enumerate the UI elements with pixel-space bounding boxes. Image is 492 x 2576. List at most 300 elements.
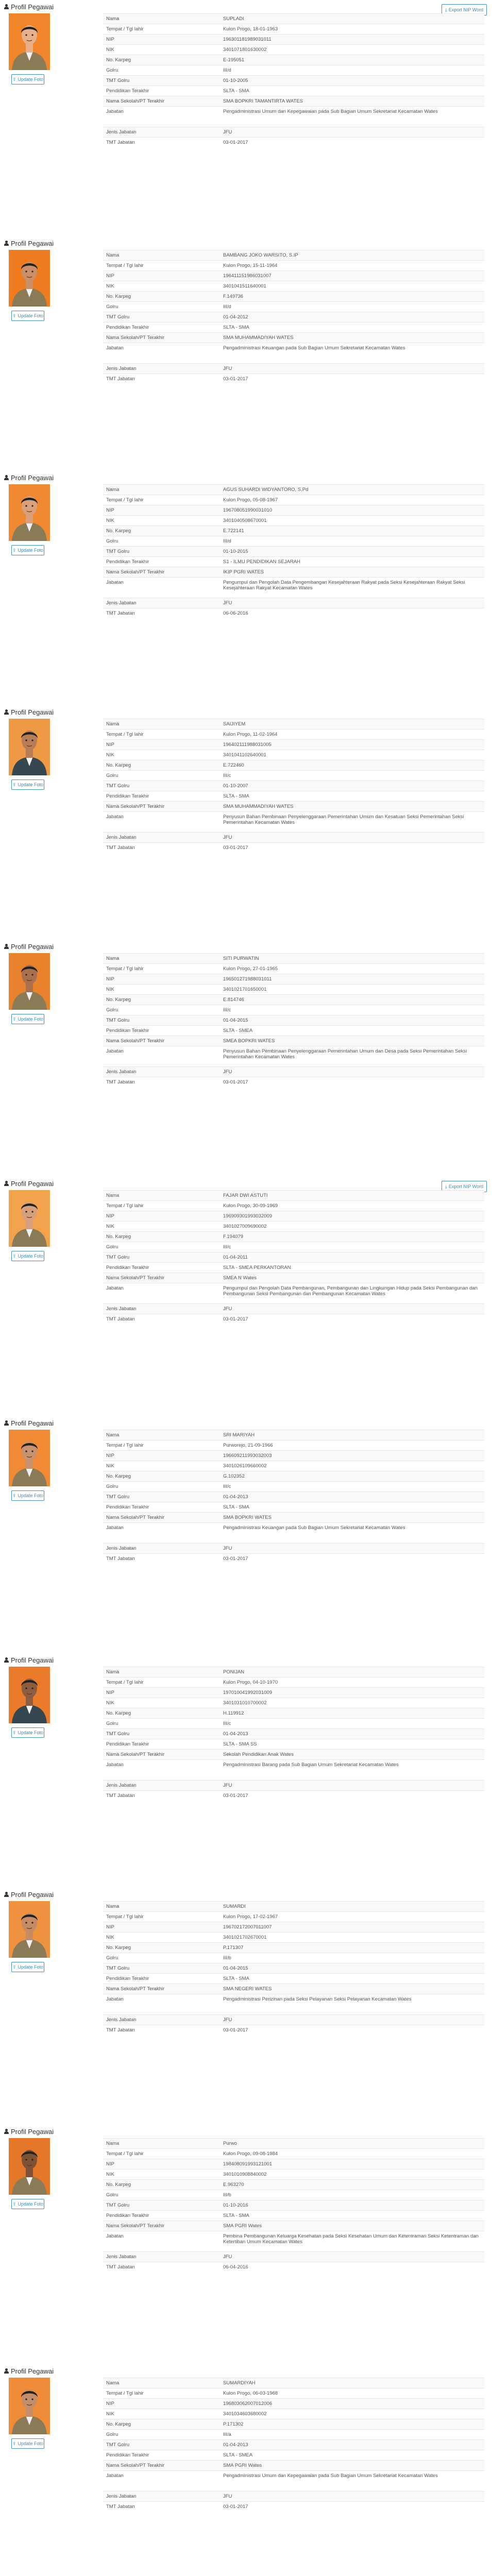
row-nik <box>103 985 484 995</box>
row-golru <box>103 302 484 312</box>
field-value: 03-01-2017 <box>220 374 484 384</box>
field-value: 03-01-2017 <box>220 1554 484 1564</box>
user-icon <box>4 709 9 715</box>
profile-heading-label: Profil Pegawai <box>11 2367 54 2375</box>
field-value: 197010041992031009 <box>220 1688 484 1698</box>
field-label: Jabatan <box>103 1760 220 1781</box>
profile-heading <box>4 1419 54 1427</box>
row-jabatan <box>103 1760 484 1781</box>
row-sekolah <box>103 1984 484 1994</box>
update-photo-button[interactable] <box>11 1727 44 1738</box>
row-golru <box>103 536 484 547</box>
user-icon <box>4 1420 9 1426</box>
row-nik <box>103 45 484 55</box>
row-sekolah <box>103 2221 484 2231</box>
profile-heading-label: Profil Pegawai <box>11 239 54 247</box>
row-pendidikan <box>103 1026 484 1036</box>
update-photo-button[interactable] <box>11 2438 44 2449</box>
row-nama <box>103 250 484 261</box>
field-label: Nama <box>103 485 220 495</box>
row-pendidikan <box>103 1502 484 1513</box>
field-label: Jabatan <box>103 1283 220 1304</box>
row-jabatan <box>103 1283 484 1304</box>
upload-icon: ⇪ <box>12 1964 16 1970</box>
field-label: Nama <box>103 2378 220 2388</box>
upload-icon: ⇪ <box>12 782 16 787</box>
field-label: NIK <box>103 2170 220 2180</box>
row-tmt-jabatan <box>103 1791 484 1801</box>
profile-heading <box>4 240 54 247</box>
field-label: Jabatan <box>103 1523 220 1544</box>
field-label: Nama <box>103 954 220 964</box>
row-nama <box>103 14 484 24</box>
field-label: Nama <box>103 2139 220 2149</box>
profile-table <box>103 953 484 1087</box>
field-value: SMA PGRI Wates <box>220 2221 484 2231</box>
field-value: SRI MARIYAH <box>220 1430 484 1440</box>
field-value: E.814746 <box>220 995 484 1005</box>
field-label: No. Karpeg <box>103 995 220 1005</box>
field-value: 3401026109660002 <box>220 1461 484 1471</box>
field-label: Pendidikan Terakhir <box>103 1739 220 1750</box>
field-value: JFU <box>220 364 484 374</box>
field-label: Pendidikan Terakhir <box>103 1026 220 1036</box>
field-label: Nama Sekolah/PT Terakhir <box>103 1273 220 1283</box>
row-tempat-tgl-lahir <box>103 1201 484 1211</box>
row-tmt-golru <box>103 312 484 323</box>
field-label: Jabatan <box>103 578 220 598</box>
row-tmt-golru <box>103 547 484 557</box>
field-value: SLTA - SMA <box>220 86 484 96</box>
field-value: III/b <box>220 1953 484 1963</box>
field-label: TMT Golru <box>103 1492 220 1502</box>
field-value: Kulon Progo, 04-10-1970 <box>220 1677 484 1688</box>
field-value: III/b <box>220 2190 484 2200</box>
field-label: TMT Jabatan <box>103 2502 220 2512</box>
upload-icon: ⇪ <box>12 2441 16 2446</box>
field-value: SMA MUHAMMADIYAH WATES <box>220 802 484 812</box>
field-value: Penyusun Bahan Pembinaan Penyelenggaraan Pemerintahan Umum dan Desa pada Seksi Pemerintahan Seksi Pemerintahan Kecamatan Wates <box>220 1046 484 1067</box>
row-nama <box>103 1191 484 1201</box>
row-nama <box>103 2139 484 2149</box>
row-pendidikan <box>103 1974 484 1984</box>
row-tmt-golru <box>103 2440 484 2450</box>
field-value: E.722141 <box>220 526 484 536</box>
row-jenis-jabatan <box>103 2252 484 2262</box>
field-value: 196909301993032009 <box>220 1211 484 1222</box>
field-value: JFU <box>220 1304 484 1314</box>
field-value: JFU <box>220 2015 484 2025</box>
field-label: Golru <box>103 771 220 781</box>
profile-table <box>103 2138 484 2272</box>
field-value: Pengumpul dan Pengolah Data Pembangunan, Pembangunan dan Lingkungan Hidup pada Seksi Pembangunan dan Pembangunan Seksi Pembangunan dan Pembangunan Kecamatan Wates <box>220 1283 484 1304</box>
field-value: JFU <box>220 598 484 608</box>
profile-photo <box>9 953 50 1010</box>
field-label: TMT Golru <box>103 76 220 86</box>
field-label: Tempat / Tgl lahir <box>103 1201 220 1211</box>
field-value: JFU <box>220 1067 484 1077</box>
row-pendidikan <box>103 86 484 96</box>
row-sekolah <box>103 1036 484 1046</box>
field-value: Purwo <box>220 2139 484 2149</box>
row-nip <box>103 505 484 516</box>
upload-icon: ⇪ <box>12 1493 16 1498</box>
update-photo-button[interactable] <box>11 74 44 84</box>
field-value: 196708051990031010 <box>220 505 484 516</box>
row-sekolah <box>103 333 484 343</box>
profile-heading <box>4 1891 54 1898</box>
update-photo-button[interactable] <box>11 2199 44 2209</box>
row-nip <box>103 2159 484 2170</box>
field-label: Jenis Jabatan <box>103 1304 220 1314</box>
row-tmt-golru <box>103 1252 484 1263</box>
row-golru <box>103 771 484 781</box>
field-label: Pendidikan Terakhir <box>103 557 220 567</box>
profile-photo <box>9 1901 50 1958</box>
profile-heading-label: Profil Pegawai <box>11 3 54 11</box>
upload-icon: ⇪ <box>12 76 16 82</box>
profile-heading <box>4 2128 54 2135</box>
update-photo-label: Update Foto <box>18 1016 44 1022</box>
profile-photo <box>9 1667 50 1723</box>
field-label: Jabatan <box>103 1046 220 1067</box>
row-golru <box>103 65 484 76</box>
field-label: No. Karpeg <box>103 526 220 536</box>
row-sekolah <box>103 1513 484 1523</box>
profile-heading <box>4 474 54 481</box>
field-value: 03-01-2017 <box>220 2502 484 2512</box>
row-nama <box>103 1430 484 1440</box>
field-label: TMT Jabatan <box>103 1554 220 1564</box>
row-tmt-golru <box>103 1015 484 1026</box>
field-label: NIP <box>103 740 220 750</box>
field-label: NIK <box>103 516 220 526</box>
field-label: No. Karpeg <box>103 760 220 771</box>
field-label: NIP <box>103 2159 220 2170</box>
field-label: NIK <box>103 1222 220 1232</box>
field-label: NIP <box>103 1922 220 1933</box>
field-label: TMT Golru <box>103 312 220 323</box>
field-label: Pendidikan Terakhir <box>103 1263 220 1273</box>
field-label: Jenis Jabatan <box>103 598 220 608</box>
field-value: 3401021702670001 <box>220 1933 484 1943</box>
field-value: Kulon Progo, 06-03-1968 <box>220 2388 484 2399</box>
field-label: Golru <box>103 1953 220 1963</box>
row-nip <box>103 2399 484 2409</box>
update-photo-button[interactable] <box>11 1014 44 1024</box>
field-label: No. Karpeg <box>103 2180 220 2190</box>
field-value: E-195051 <box>220 55 484 65</box>
field-value: Kulon Progo, 11-02-1964 <box>220 730 484 740</box>
field-value: BAMBANG JOKO WARSITO, S.IP <box>220 250 484 261</box>
field-value: SLTA - SMA <box>220 791 484 802</box>
update-photo-label: Update Foto <box>18 313 44 318</box>
field-label: Nama Sekolah/PT Terakhir <box>103 2221 220 2231</box>
row-golru <box>103 1719 484 1729</box>
field-label: Tempat / Tgl lahir <box>103 730 220 740</box>
field-label: No. Karpeg <box>103 1708 220 1719</box>
field-label: NIK <box>103 1698 220 1708</box>
field-label: Golru <box>103 2190 220 2200</box>
field-value: SUPLADI <box>220 14 484 24</box>
download-icon: ⤓ <box>445 1183 447 1189</box>
download-icon: ⤓ <box>445 7 447 12</box>
profile-photo <box>9 2138 50 2195</box>
update-photo-button[interactable] <box>11 1962 44 1972</box>
upload-icon: ⇪ <box>12 547 16 553</box>
field-value: 3401027009690002 <box>220 1222 484 1232</box>
field-label: Jabatan <box>103 1994 220 2015</box>
field-value: F.149736 <box>220 292 484 302</box>
update-photo-button[interactable] <box>11 545 44 555</box>
row-tmt-jabatan <box>103 2502 484 2512</box>
field-value: Kulon Progo, 30-09-1969 <box>220 1201 484 1211</box>
row-tmt-jabatan <box>103 1314 484 1325</box>
profile-heading-label: Profil Pegawai <box>11 1656 54 1664</box>
field-value: SAIJIYEM <box>220 719 484 730</box>
profile-heading-label: Profil Pegawai <box>11 1419 54 1427</box>
field-label: Nama Sekolah/PT Terakhir <box>103 1750 220 1760</box>
field-label: Nama <box>103 1667 220 1677</box>
field-value: G.102352 <box>220 1471 484 1482</box>
row-jabatan <box>103 343 484 364</box>
update-photo-label: Update Foto <box>18 1253 44 1259</box>
row-pendidikan <box>103 1739 484 1750</box>
field-label: TMT Jabatan <box>103 1791 220 1801</box>
field-value: 196301181989031011 <box>220 35 484 45</box>
field-value: Kulon Progo, 05-08-1967 <box>220 495 484 505</box>
update-photo-label: Update Foto <box>18 1964 44 1970</box>
row-nama <box>103 1902 484 1912</box>
row-jenis-jabatan <box>103 2015 484 2025</box>
field-label: Golru <box>103 2430 220 2440</box>
field-label: Jenis Jabatan <box>103 2492 220 2502</box>
field-value: 196402111988031005 <box>220 740 484 750</box>
field-label: Pendidikan Terakhir <box>103 323 220 333</box>
field-label: Tempat / Tgl lahir <box>103 1440 220 1451</box>
profile-heading-label: Profil Pegawai <box>11 708 54 716</box>
field-label: NIK <box>103 2409 220 2419</box>
field-label: TMT Golru <box>103 1963 220 1974</box>
field-label: Golru <box>103 1482 220 1492</box>
row-tempat-tgl-lahir <box>103 1677 484 1688</box>
field-label: NIP <box>103 271 220 281</box>
user-icon <box>4 1657 9 1663</box>
field-value: 196411151986031007 <box>220 271 484 281</box>
row-tmt-jabatan <box>103 843 484 853</box>
upload-icon: ⇪ <box>12 313 16 318</box>
field-value: FAJAR DWI ASTUTI <box>220 1191 484 1201</box>
field-value: Penyusun Bahan Pembinaan Penyelenggaraan Pemerintahan Umum dan Kesatuan Seksi Pemerintahan Seksi Pemerintahan Kecamatan Wates <box>220 812 484 833</box>
field-label: Pendidikan Terakhir <box>103 1502 220 1513</box>
field-value: 198408091993121001 <box>220 2159 484 2170</box>
row-nik <box>103 1698 484 1708</box>
row-jabatan <box>103 1523 484 1544</box>
user-icon <box>4 1181 9 1186</box>
row-karpeg <box>103 2419 484 2430</box>
field-label: Jabatan <box>103 343 220 364</box>
row-jenis-jabatan <box>103 1781 484 1791</box>
row-karpeg <box>103 1232 484 1242</box>
field-value: Pengadministrasi Perizinan pada Seksi Pelayanan Seksi Pelayanan Kecamatan Wates <box>220 1994 484 2015</box>
field-value: Sekolah Pendidikan Anak Wates <box>220 1750 484 1760</box>
field-value: JFU <box>220 1544 484 1554</box>
field-value: 01-10-2007 <box>220 781 484 791</box>
field-value: 01-04-2011 <box>220 1252 484 1263</box>
update-photo-button[interactable] <box>11 1251 44 1261</box>
field-value: Pengadministrasi Keuangan pada Sub Bagian Umum Sekretariat Kecamatan Wates <box>220 343 484 364</box>
field-value: Pembina Pembangunan Keluarga Kesehatan pada Seksi Kesehatan Umum dan Ketentraman Seksi Ketentraman dan Ketertiban Umum Kecamatan Wates <box>220 2231 484 2252</box>
row-nik <box>103 1222 484 1232</box>
field-value: SLTA - SMA SS <box>220 1739 484 1750</box>
profile-heading-label: Profil Pegawai <box>11 942 54 951</box>
field-value: JFU <box>220 2252 484 2262</box>
row-karpeg <box>103 55 484 65</box>
field-label: Nama Sekolah/PT Terakhir <box>103 333 220 343</box>
field-value: Kulon Progo, 18-01-1963 <box>220 24 484 35</box>
row-jenis-jabatan <box>103 364 484 374</box>
row-pendidikan <box>103 557 484 567</box>
field-label: Nama Sekolah/PT Terakhir <box>103 1036 220 1046</box>
row-jabatan <box>103 2471 484 2492</box>
row-jenis-jabatan <box>103 1067 484 1077</box>
profile-photo <box>9 484 50 541</box>
row-golru <box>103 1005 484 1015</box>
field-value: SMA BOPKRI TAMANTIRTA WATES <box>220 96 484 107</box>
profile-heading <box>4 3 54 10</box>
field-label: Tempat / Tgl lahir <box>103 24 220 35</box>
field-label: Tempat / Tgl lahir <box>103 1677 220 1688</box>
field-label: NIP <box>103 974 220 985</box>
row-golru <box>103 2430 484 2440</box>
field-value: III/d <box>220 302 484 312</box>
profile-table <box>103 484 484 618</box>
row-tmt-golru <box>103 76 484 86</box>
field-value: Kulon Progo, 15-11-1964 <box>220 261 484 271</box>
row-nip <box>103 1688 484 1698</box>
field-value: 06-04-2016 <box>220 2262 484 2273</box>
field-value: 01-04-2015 <box>220 1015 484 1026</box>
field-value: III/c <box>220 1242 484 1252</box>
field-value: 196803062007012006 <box>220 2399 484 2409</box>
field-value: 01-10-2005 <box>220 76 484 86</box>
field-label: Pendidikan Terakhir <box>103 2211 220 2221</box>
field-value: 01-10-2015 <box>220 547 484 557</box>
row-tmt-jabatan <box>103 2262 484 2273</box>
field-value: 3401010908840002 <box>220 2170 484 2180</box>
update-photo-button[interactable] <box>11 311 44 321</box>
field-value: Kulon Progo, 27-01-1965 <box>220 964 484 974</box>
field-value: S1 - ILMU PENDIDIKAN SEJARAH <box>220 557 484 567</box>
field-value: SMA NEGERI WATES <box>220 1984 484 1994</box>
field-value: 196501271988031011 <box>220 974 484 985</box>
field-label: Nama <box>103 719 220 730</box>
field-value: 3401031010700002 <box>220 1698 484 1708</box>
row-nama <box>103 2378 484 2388</box>
field-label: Nama Sekolah/PT Terakhir <box>103 1513 220 1523</box>
row-golru <box>103 2190 484 2200</box>
row-tempat-tgl-lahir <box>103 495 484 505</box>
upload-icon: ⇪ <box>12 1253 16 1259</box>
field-value: III/d <box>220 65 484 76</box>
profile-photo <box>9 250 50 307</box>
update-photo-label: Update Foto <box>18 77 44 82</box>
field-label: No. Karpeg <box>103 1232 220 1242</box>
row-karpeg <box>103 1708 484 1719</box>
field-value: Pengumpul dan Pengolah Data Pengembangan Kesejahteraan Rakyat pada Seksi Kesejahteraan Rakyat Seksi Kesejahteraan Rakyat Kecamatan Wates <box>220 578 484 598</box>
row-pendidikan <box>103 791 484 802</box>
field-label: No. Karpeg <box>103 1943 220 1953</box>
row-tmt-jabatan <box>103 374 484 384</box>
field-value: 196702172007011007 <box>220 1922 484 1933</box>
update-photo-button[interactable] <box>11 1490 44 1501</box>
field-value: Pengadministrasi Barang pada Sub Bagian Umum Sekretariat Kecamatan Wates <box>220 1760 484 1781</box>
field-value: SLTA - SMEA <box>220 1026 484 1036</box>
row-jabatan <box>103 578 484 598</box>
field-value: III/a <box>220 2430 484 2440</box>
field-value: E.963270 <box>220 2180 484 2190</box>
field-label: NIK <box>103 45 220 55</box>
row-golru <box>103 1242 484 1252</box>
row-nik <box>103 281 484 292</box>
field-value: JFU <box>220 1781 484 1791</box>
field-value: SMEA BOPKRI WATES <box>220 1036 484 1046</box>
field-label: Jabatan <box>103 2471 220 2492</box>
user-icon <box>4 2368 9 2374</box>
field-value: SMA MUHAMMADIYAH WATES <box>220 333 484 343</box>
profile-heading <box>4 1656 54 1664</box>
field-label: NIP <box>103 35 220 45</box>
row-jabatan <box>103 107 484 127</box>
row-golru <box>103 1953 484 1963</box>
row-tmt-golru <box>103 1729 484 1739</box>
field-value: SUMARDI <box>220 1902 484 1912</box>
row-sekolah <box>103 1750 484 1760</box>
export-word-label: Export NIP Word <box>448 1184 484 1189</box>
row-karpeg <box>103 1943 484 1953</box>
field-value: Purworejo, 21-09-1966 <box>220 1440 484 1451</box>
field-value: III/c <box>220 771 484 781</box>
field-value: 01-04-2013 <box>220 1729 484 1739</box>
field-label: TMT Golru <box>103 1015 220 1026</box>
field-label: TMT Jabatan <box>103 2025 220 2036</box>
field-label: Nama Sekolah/PT Terakhir <box>103 802 220 812</box>
row-nip <box>103 974 484 985</box>
field-label: TMT Golru <box>103 781 220 791</box>
field-label: TMT Jabatan <box>103 374 220 384</box>
profile-table <box>103 2378 484 2512</box>
row-karpeg <box>103 1471 484 1482</box>
export-word-label: Export NIP Word <box>448 7 484 12</box>
row-tmt-golru <box>103 2200 484 2211</box>
field-label: NIP <box>103 1211 220 1222</box>
profile-heading <box>4 943 54 950</box>
user-icon <box>4 4 9 9</box>
row-pendidikan <box>103 2450 484 2461</box>
profile-heading-label: Profil Pegawai <box>11 473 54 482</box>
profile-table <box>103 250 484 384</box>
field-value: 3401041511640001 <box>220 281 484 292</box>
row-tempat-tgl-lahir <box>103 1912 484 1922</box>
row-nip <box>103 271 484 281</box>
field-value: AGUS SUHARDI WIDYANTORO, S.Pd <box>220 485 484 495</box>
row-tmt-jabatan <box>103 608 484 619</box>
field-label: No. Karpeg <box>103 55 220 65</box>
row-nama <box>103 1667 484 1677</box>
update-photo-button[interactable] <box>11 779 44 790</box>
field-label: Nama <box>103 14 220 24</box>
field-value: III/c <box>220 1482 484 1492</box>
